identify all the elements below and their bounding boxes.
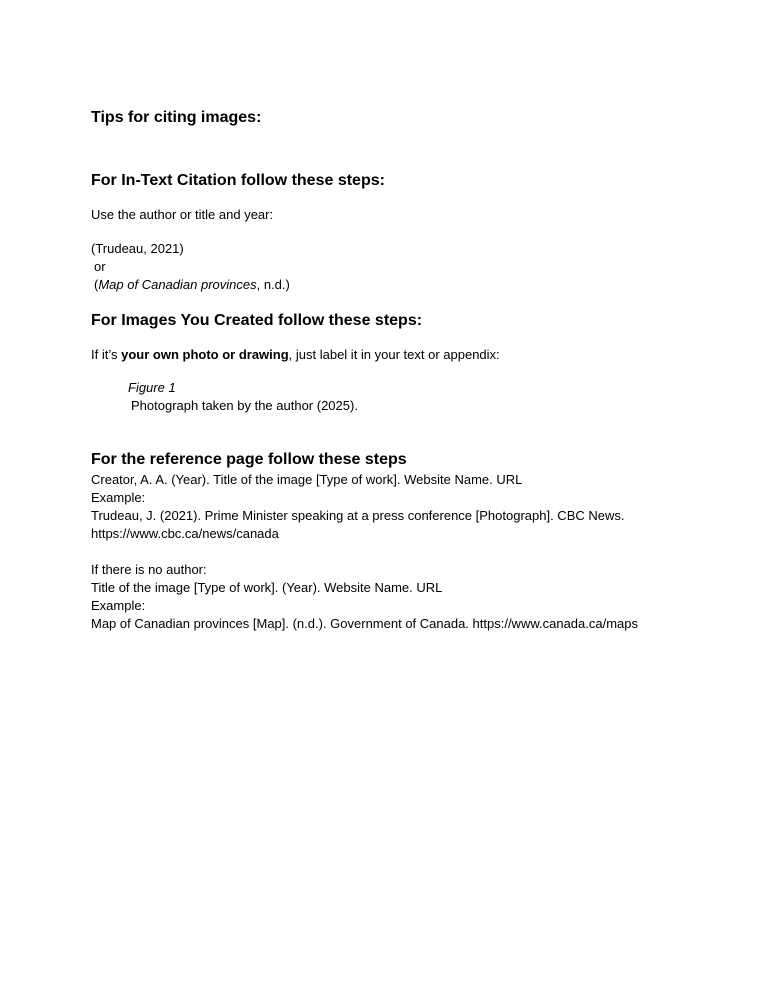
own-images-text-before: If it’s: [91, 347, 122, 362]
in-text-examples: [91, 240, 290, 294]
figure-block: [128, 379, 358, 415]
figure-label: Figure 1: [128, 380, 176, 395]
in-text-example-2: [91, 276, 290, 294]
reference-format: Creator, A. A. (Year). Title of the image [Type of work]. Website Name. URL: [91, 472, 523, 487]
reference-example-2: Map of Canadian provinces [Map]. (n.d.). Government of Canada. https://www.canada.ca/maps: [91, 616, 639, 631]
in-text-example-2-title: Map of Canadian provinces: [98, 277, 257, 292]
reference-example-label-2: Example:: [91, 598, 146, 613]
own-images-text-after: , just label it in your text or appendix:: [288, 347, 500, 362]
own-images-text-bold: your own photo or drawing: [121, 347, 289, 362]
reference-example-1-line-2: https://www.cbc.ca/news/canada: [91, 526, 279, 541]
in-text-or: or: [94, 259, 106, 274]
own-images-instruction: [91, 346, 500, 364]
in-text-example-2-rest: , n.d.): [256, 277, 290, 292]
in-text-example-1: (Trudeau, 2021): [91, 241, 184, 256]
in-text-heading: For In-Text Citation follow these steps:: [91, 172, 385, 189]
reference-example-label-1: Example:: [91, 490, 146, 505]
own-images-heading: For Images You Created follow these steps:: [91, 312, 423, 329]
reference-no-author: If there is no author:: [91, 562, 207, 577]
in-text-instruction: Use the author or title and year:: [91, 207, 274, 222]
reference-example-1-line-1: Trudeau, J. (2021). Prime Minister speaking at a press conference [Photograph]. CBC News.: [91, 508, 625, 523]
in-text-example-2-open: (: [94, 277, 99, 292]
reference-page-heading: For the reference page follow these steps: [91, 451, 407, 468]
blank-line: [91, 543, 638, 561]
reference-block: [91, 471, 638, 633]
tips-heading: Tips for citing images:: [91, 109, 262, 126]
figure-caption: Photograph taken by the author (2025).: [131, 398, 358, 413]
reference-no-author-format: Title of the image [Type of work]. (Year). Website Name. URL: [91, 580, 443, 595]
